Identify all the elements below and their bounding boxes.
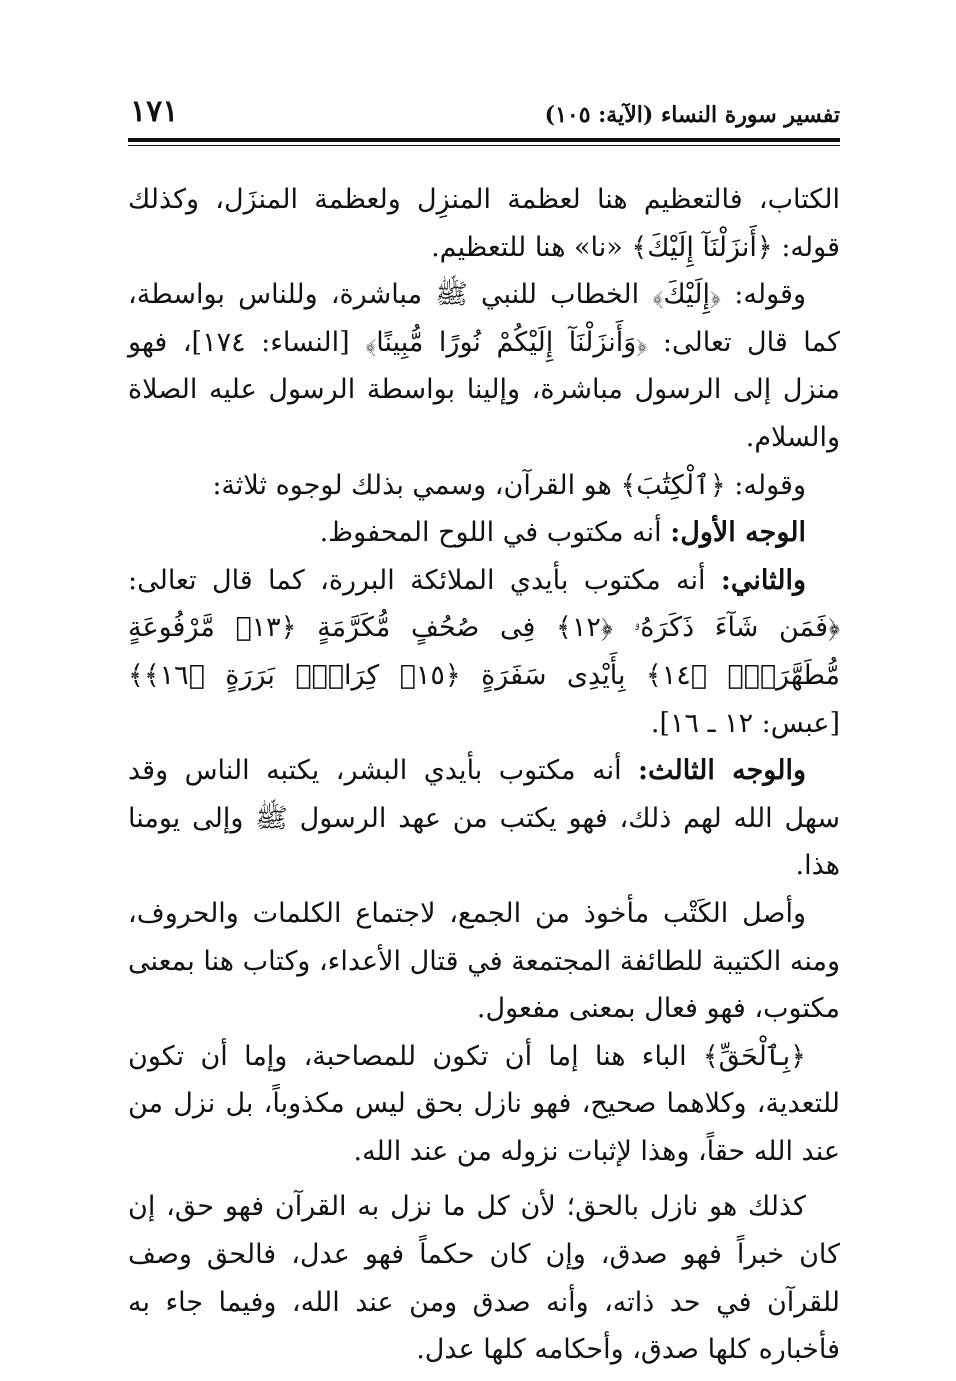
paragraph-8 (128, 1033, 840, 1176)
paragraph-text: الكتاب، فالتعظيم هنا لعظمة المنزِل ولعظمة المنزَل، وكذلك قوله: ﴿أَنزَلْنَآ إِلَيْكَ﴾ «نا» هنا للتعظيم. (128, 184, 840, 263)
paragraph-lead: والثاني: (720, 564, 806, 596)
paragraph-2 (128, 271, 840, 461)
paragraph-text: أنه مكتوب بأيدي البشر، يكتبه الناس وقد سهل الله لهم ذلك، فهو يكتب من عهد الرسول ﷺ وإلى يومنا هذا. (128, 755, 840, 882)
paragraph-lead: الوجه الأول: (670, 517, 806, 549)
page-number: ١٧١ (130, 94, 179, 129)
paragraph-4 (128, 509, 840, 557)
paragraph-text: كذلك هو نازل بالحق؛ لأن كل ما نزل به القرآن فهو حق، إن كان خبراً فهو صدق، وإن كان حكماً فهو عدل، فالحق وصف للقرآن في حد ذاته، وأنه صدق ومن عند الله، وفيما جاء به فأخباره كلها صدق، وأحكامه كلها عدل. (128, 1191, 840, 1366)
paragraph-text: أنه مكتوب بأيدي الملائكة البررة، كما قال تعالى: ﴿فَمَن شَآءَ ذَكَرَهُۥ ﴿١٢﴾ فِى صُحُفٍ مُّكَرَّمَةٍ ﴿١٣﴾ مَّرْفُوعَةٍ مُّطَهَّرَةٍۭ ﴿١٤﴾ بِأَيْدِى سَفَرَةٍ ﴿١٥﴾ كِرَامٍۭ بَرَرَةٍ ﴿١٦﴾﴾ [عبس: ١٢ ـ ١٦]. (128, 564, 840, 739)
running-header (128, 94, 840, 134)
paragraph-1 (128, 176, 840, 271)
paragraph-lead: والوجه الثالث: (638, 755, 807, 787)
paragraph-text: وقوله: ﴿ٱلْكِتَٰبَ﴾ هو القرآن، وسمي بذلك لوجوه ثلاثة: (212, 469, 806, 501)
paragraph-7 (128, 890, 840, 1033)
paragraph-5 (128, 557, 840, 747)
paragraph-text: وقوله: ﴿إِلَيْكَ﴾ الخطاب للنبي ﷺ مباشرة، وللناس بواسطة، كما قال تعالى: ﴿وَأَنزَلْنَآ إِلَيْكُمْ نُورًا مُّبِينًا﴾ [النساء: ١٧٤]، فهو منزل إلى الرسول مباشرة، وإلينا بواسطة الرسول عليه الصلاة والسلام. (128, 279, 840, 453)
paragraph-9 (128, 1183, 840, 1373)
header-rule-thick (128, 138, 840, 142)
page-body (128, 176, 840, 1374)
paragraph-text: أنه مكتوب في اللوح المحفوظ. (319, 517, 671, 549)
header-rule-thin (128, 145, 840, 146)
paragraph-text: وأصل الكَتْب مأخوذ من الجمع، لاجتماع الكلمات والحروف، ومنه الكتيبة للطائفة المجتمعة في قتال الأعداء، وكتاب هنا بمعنى مكتوب، فهو فعال بمعنى مفعول. (128, 897, 840, 1025)
paragraph-text: ﴿بِٱلْحَقِّ﴾ الباء هنا إما أن تكون للمصاحبة، وإما أن تكون للتعدية، وكلاهما صحيح، فهو نازل بحق ليس مكذوباً، بل نزل من عند الله حقاً، وهذا لإثبات نزوله من عند الله. (128, 1040, 840, 1167)
header-title: تفسير سورة النساء (الآية: ١٠٥) (544, 102, 840, 128)
paragraph-3 (128, 462, 840, 510)
paragraph-6 (128, 747, 840, 890)
